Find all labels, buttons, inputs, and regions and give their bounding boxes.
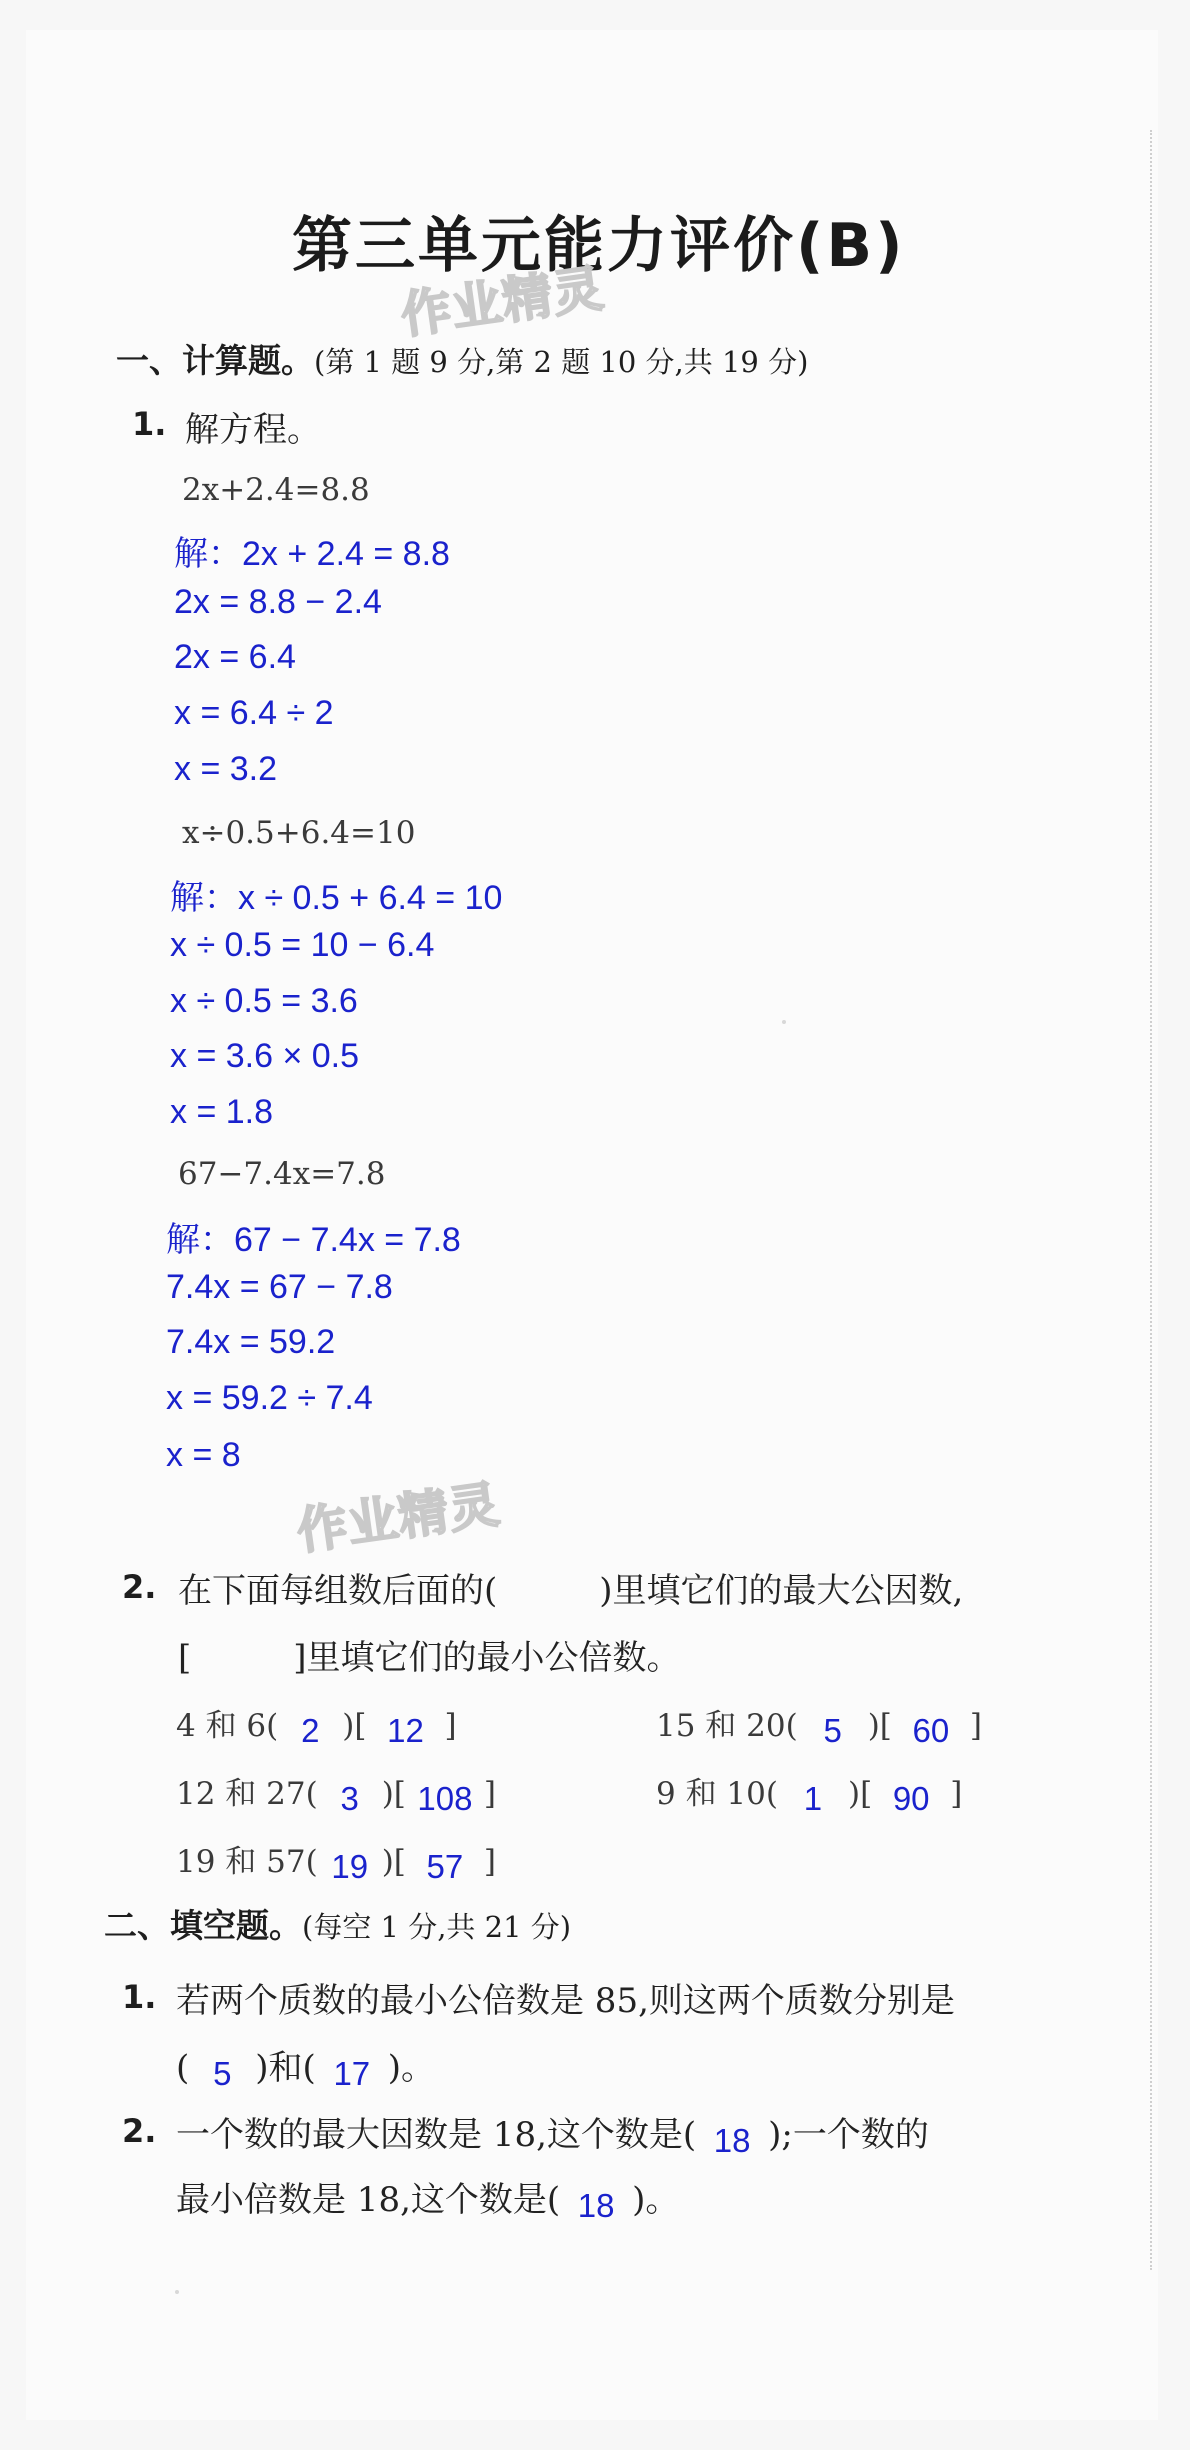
q2-item-sep: )[ [867, 1708, 892, 1744]
s2-q2-text: );一个数的 [768, 2115, 929, 2155]
q2-item [656, 1700, 983, 1749]
q2-item-sep: )[ [847, 1776, 873, 1812]
equation-1: 2x+2.4=8.8 [182, 472, 370, 508]
eq2-step: x ÷ 0.5 = 3.6 [170, 982, 358, 1020]
eq1-step: 2x = 6.4 [174, 638, 296, 676]
eq1-step: 解：2x + 2.4 = 8.8 [174, 535, 450, 573]
scan-speck [782, 1020, 786, 1024]
q2-item-sep: )[ [342, 1708, 367, 1744]
section-2-title: 二、填空题。 [104, 1906, 302, 1945]
s2-q2-number: 2. [122, 2112, 157, 2150]
q2-item-end: ] [483, 1844, 497, 1880]
paren: )和( [255, 2048, 316, 2088]
scan-speck [175, 2290, 179, 2294]
eq3-step: x = 59.2 ÷ 7.4 [166, 1379, 373, 1417]
section-2-heading [104, 1900, 571, 1947]
q2-item [176, 1700, 457, 1749]
watermark-logo: 作业精灵 [397, 259, 608, 345]
s2-q1-line-1: 若两个质数的最小公倍数是 85,则这两个质数分别是 [176, 1981, 955, 2021]
eq2-step: x = 3.6 × 0.5 [170, 1037, 360, 1075]
equation-3: 67−7.4x=7.8 [178, 1156, 386, 1192]
s2-q1-number: 1. [122, 1978, 157, 2016]
q2-item-end: ] [444, 1708, 457, 1744]
lcm-answer: 57 [426, 1848, 464, 1885]
q2-item-label: 19 和 57( [176, 1844, 318, 1880]
eq3-step: x = 8 [166, 1436, 241, 1474]
eq2-step: x = 1.8 [170, 1093, 274, 1131]
number-answer-2: 18 [577, 2187, 615, 2224]
s2-q2-line-2 [176, 2172, 680, 2224]
prime-answer-1: 5 [213, 2055, 232, 2092]
section-1-heading [116, 335, 808, 382]
q2-item-sep: )[ [381, 1844, 406, 1880]
gcd-answer: 5 [823, 1712, 842, 1749]
eq1-step: x = 6.4 ÷ 2 [174, 694, 334, 732]
gcd-answer: 2 [301, 1712, 320, 1749]
lcm-answer: 60 [912, 1712, 950, 1749]
lcm-answer: 90 [892, 1780, 930, 1817]
eq2-step: 解：x ÷ 0.5 + 6.4 = 10 [170, 879, 503, 917]
gcd-answer: 1 [803, 1780, 823, 1817]
q2-item-label: 15 和 20( [656, 1708, 798, 1744]
q2-item-end: ] [969, 1708, 983, 1744]
gcd-answer: 3 [340, 1780, 359, 1817]
gcd-answer: 19 [331, 1848, 369, 1885]
eq1-step: x = 3.2 [174, 750, 278, 788]
q2-item-sep: )[ [381, 1776, 406, 1812]
q1-number: 1. [132, 405, 167, 443]
s2-q2-text: )。 [632, 2180, 680, 2220]
page-edge-line [1150, 130, 1152, 2270]
q2-item [656, 1768, 963, 1817]
lcm-answer: 12 [387, 1712, 424, 1749]
q2-number: 2. [122, 1568, 157, 1606]
eq3-step: 7.4x = 59.2 [166, 1323, 336, 1361]
s2-q1-line-2 [176, 2040, 436, 2092]
page-title: 第三单元能力评价(B) [292, 211, 906, 281]
q2-item [176, 1768, 497, 1817]
eq1-step: 2x = 8.8 − 2.4 [174, 583, 382, 621]
equation-2: x÷0.5+6.4=10 [182, 815, 416, 851]
s2-q2-text: 一个数的最大因数是 18,这个数是( [176, 2115, 697, 2155]
paren: )。 [387, 2048, 436, 2088]
watermark-logo: 作业精灵 [293, 1475, 504, 1561]
eq3-step: 解：67 − 7.4x = 7.8 [166, 1221, 461, 1259]
q1-prompt: 解方程。 [185, 410, 321, 450]
q2-item-end: ] [483, 1776, 497, 1812]
q2-item [176, 1836, 497, 1885]
number-answer-1: 18 [713, 2122, 751, 2159]
q2-item-label: 12 和 27( [176, 1776, 318, 1812]
q2-item-label: 4 和 6( [176, 1708, 279, 1744]
lcm-answer: 108 [417, 1780, 473, 1817]
section-1-note: (第 1 题 9 分,第 2 题 10 分,共 19 分) [314, 345, 809, 379]
paren: ( [176, 2048, 190, 2088]
section-2-note: (每空 1 分,共 21 分) [302, 1910, 572, 1944]
prime-answer-2: 17 [333, 2055, 371, 2092]
s2-q2-text: 最小倍数是 18,这个数是( [176, 2180, 561, 2220]
q2-line-1: 在下面每组数后面的( )里填它们的最大公因数, [178, 1571, 964, 1611]
eq3-step: 7.4x = 67 − 7.8 [166, 1268, 393, 1306]
q2-line-2: [ ]里填它们的最小公倍数。 [178, 1638, 681, 1678]
q2-item-label: 9 和 10( [656, 1776, 778, 1812]
q2-item-end: ] [950, 1776, 963, 1812]
s2-q2-line-1 [176, 2107, 929, 2159]
section-1-title: 一、计算题。 [116, 341, 314, 380]
eq2-step: x ÷ 0.5 = 10 − 6.4 [170, 926, 435, 964]
